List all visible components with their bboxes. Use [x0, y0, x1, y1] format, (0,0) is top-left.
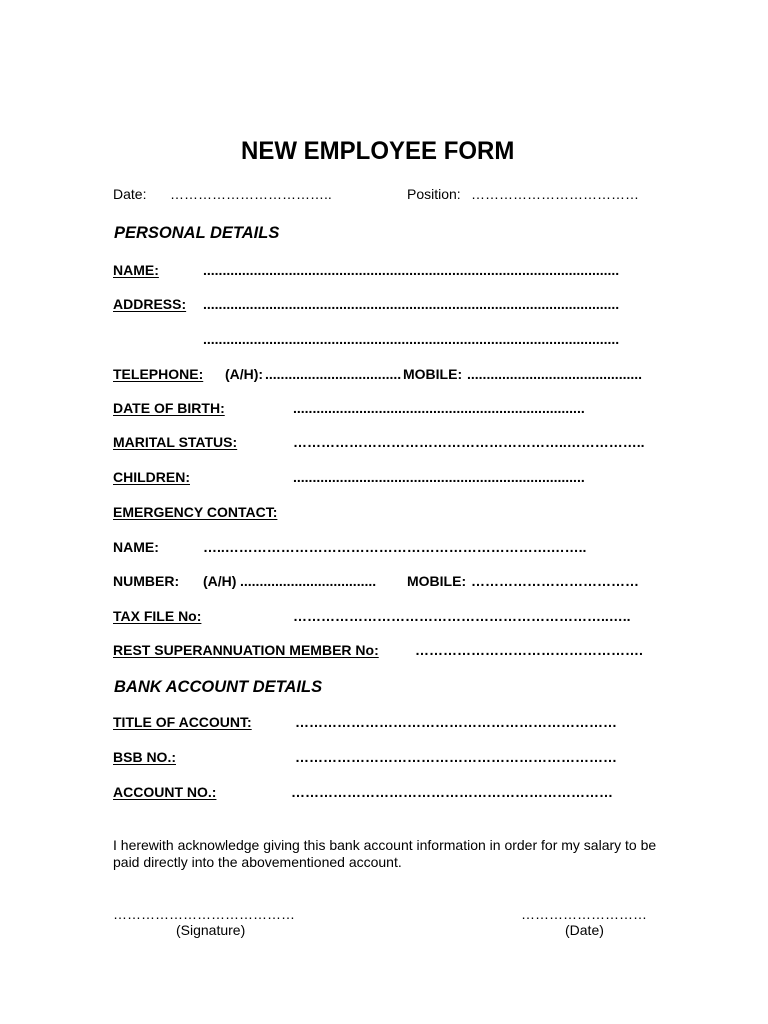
signature-label: (Signature) [176, 922, 246, 938]
emergency-number-label: NUMBER: [113, 573, 180, 589]
form-title: NEW EMPLOYEE FORM [241, 137, 515, 165]
emergency-name-label: NAME: [113, 539, 159, 555]
emergency-contact-label: EMERGENCY CONTACT: [113, 504, 278, 520]
telephone-label: TELEPHONE: [113, 366, 204, 382]
bank-account-heading: BANK ACCOUNT DETAILS [114, 678, 323, 696]
address-field-line-1[interactable]: ........................................................................................................... [203, 297, 620, 311]
bsb-label: BSB NO.: [113, 749, 176, 765]
personal-details-heading: PERSONAL DETAILS [114, 224, 280, 242]
emergency-mobile-label: MOBILE: [407, 573, 467, 589]
bsb-field[interactable]: …………………………………………………………… [295, 750, 617, 764]
telephone-mobile-label: MOBILE: [403, 366, 463, 382]
account-number-field[interactable]: …………………………………………………………… [291, 785, 613, 799]
telephone-mobile-field[interactable]: ............................................. [467, 367, 643, 381]
date-of-birth-label: DATE OF BIRTH: [113, 400, 225, 416]
signature-field[interactable]: ………………………………… [113, 907, 295, 921]
address-field-line-2[interactable]: ........................................................................................................... [203, 332, 620, 346]
telephone-ah-label: (A/H): [225, 366, 264, 382]
tax-file-field[interactable]: …………………………………………………………..….. [293, 609, 631, 623]
marital-status-field[interactable]: …………………………………………………..…………….. [293, 435, 645, 449]
acknowledgement-text: I herewith acknowledge giving this bank account information in order for my salary to be paid directly into the abovementioned account. [113, 837, 657, 870]
children-field[interactable]: ........................................................................... [293, 470, 585, 484]
tax-file-label: TAX FILE No: [113, 608, 202, 624]
emergency-mobile-field[interactable]: ……………………………… [471, 574, 639, 588]
children-label: CHILDREN: [113, 469, 190, 485]
account-number-label: ACCOUNT NO.: [113, 784, 217, 800]
emergency-number-ah-field[interactable]: ................................... [240, 574, 377, 588]
position-field[interactable]: ……………………………… [471, 187, 639, 201]
title-of-account-field[interactable]: …………………………………………………………… [295, 715, 617, 729]
marital-status-label: MARITAL STATUS: [113, 434, 238, 450]
emergency-name-field[interactable]: …..…………………………………………………………….…….. [203, 540, 587, 554]
signature-date-label: (Date) [565, 922, 604, 938]
rest-superannuation-label: REST SUPERANNUATION MEMBER No: [113, 642, 379, 658]
rest-superannuation-field[interactable]: …………………………………………. [415, 643, 643, 657]
name-field[interactable]: ........................................................................................................... [203, 263, 620, 277]
date-field[interactable]: …………………………….. [170, 187, 332, 201]
position-label: Position: [407, 186, 461, 202]
date-label: Date: [113, 186, 147, 202]
signature-date-field[interactable]: ……………………… [521, 907, 647, 921]
title-of-account-label: TITLE OF ACCOUNT: [113, 714, 252, 730]
address-label: ADDRESS: [113, 296, 187, 312]
name-label: NAME: [113, 262, 159, 278]
telephone-ah-field[interactable]: ................................... [265, 367, 402, 381]
emergency-number-ah-label: (A/H) [203, 573, 237, 589]
date-of-birth-field[interactable]: ........................................................................... [293, 401, 585, 415]
